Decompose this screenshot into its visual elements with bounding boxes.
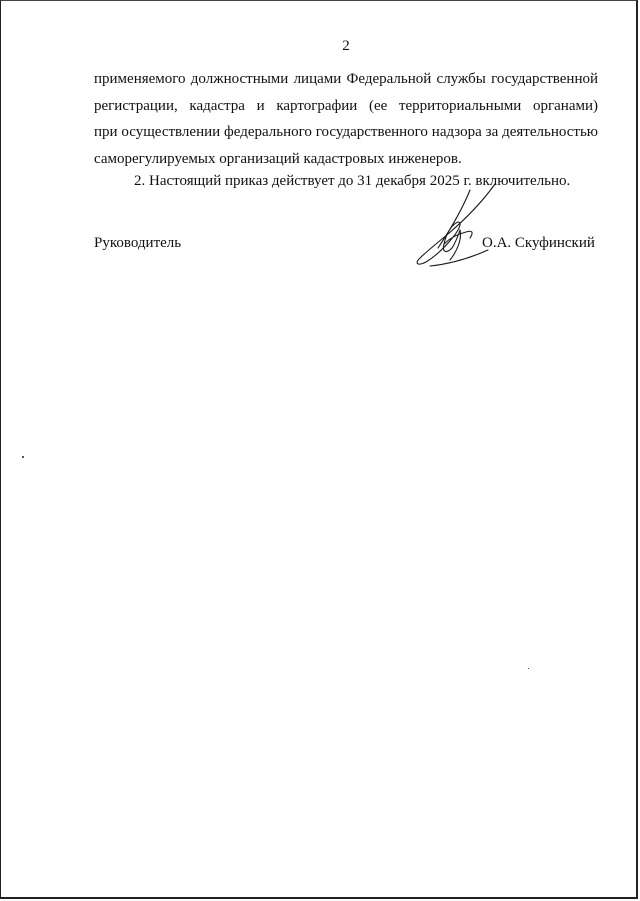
paragraph-line: регистрации, кадастра и картографии (ее территориальными органами) [94,97,598,114]
paragraph-line: при осуществлении федерального государственного надзора за деятельностью [94,124,598,141]
paragraph-line: применяемого должностными лицами Федеральной службы государственной [94,71,598,87]
paragraph-line: саморегулируемых организаций кадастровых инженеров. [94,150,462,167]
signer-name: О.А. Скуфинский [482,235,595,251]
signer-title: Руководитель [94,235,182,251]
scan-speck [22,456,24,458]
page-number: 2 [342,38,350,54]
paragraph-continued [94,66,598,172]
scan-speck [528,668,529,669]
paragraph-2: 2. Настоящий приказ действует до 31 декабря 2025 г. включительно. [134,173,571,189]
handwritten-signature [400,170,520,280]
